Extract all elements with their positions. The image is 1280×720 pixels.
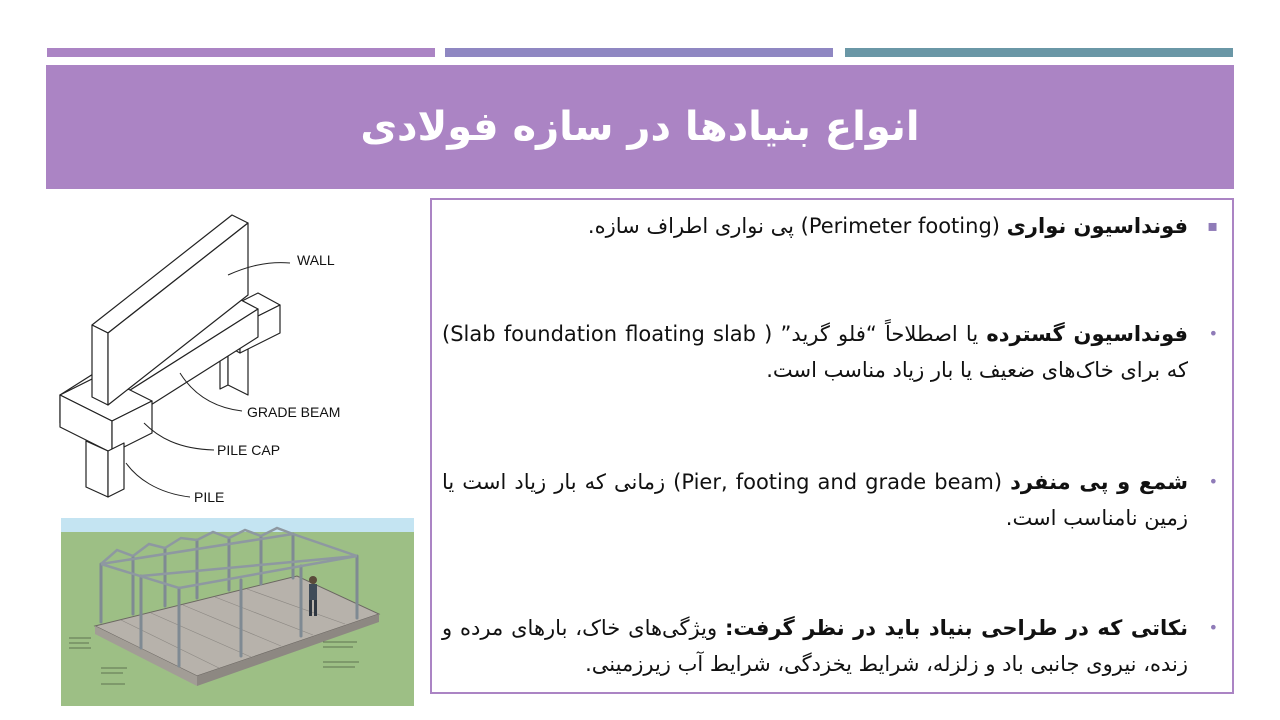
accent-bar-1 xyxy=(47,48,435,57)
bullet-heading: فونداسیون گسترده xyxy=(986,322,1188,346)
title-band xyxy=(46,65,1234,189)
bullet-text: (Pier, footing and grade beam) زمانی که بار زیاد است یا زمین نامناسب است. xyxy=(442,470,1188,530)
bullet-heading: نکاتی که در طراحی بنیاد باید در نظر گرفت: xyxy=(725,616,1189,640)
foundation-diagram xyxy=(52,205,372,515)
label-wall: WALL xyxy=(297,252,335,268)
bullet-marker: • xyxy=(1208,472,1218,491)
bullet-text: ویژگی‌های خاک، بارهای مرده و زنده، نیروی جانبی باد و زلزله، شرایط یخزدگی، شرایط آب زیرزمینی. xyxy=(442,616,1188,676)
steel-frame-image xyxy=(61,518,414,706)
bullet-pier-footing xyxy=(442,464,1218,536)
label-pile-cap: PILE CAP xyxy=(217,442,281,458)
label-pile: PILE xyxy=(194,489,225,505)
accent-bar-3 xyxy=(845,48,1233,57)
label-grade-beam: GRADE BEAM xyxy=(247,404,341,420)
bullet-design-notes xyxy=(442,610,1218,682)
slide-title: انواع بنیادها در سازه فولادی xyxy=(360,104,920,150)
bullet-mat-foundation xyxy=(442,316,1218,388)
bullet-text: یا اصطلاحاً “فلو گرید” ( Slab foundation floating slab) که برای خاک‌های ضعیف یا بار زیاد مناسب است. xyxy=(442,322,1188,382)
bullet-heading: فونداسیون نواری xyxy=(1006,214,1188,238)
bullet-strip-footing xyxy=(442,208,1218,244)
bullet-marker: • xyxy=(1208,324,1218,343)
bullet-marker: • xyxy=(1208,618,1218,637)
content-box xyxy=(430,198,1234,694)
accent-bar-2 xyxy=(445,48,833,57)
bullet-heading: شمع و پی منفرد xyxy=(1010,470,1189,494)
bullet-text: (Perimeter footing) پی نواری اطراف سازه. xyxy=(587,214,1007,238)
bullet-marker: ▪ xyxy=(1207,216,1218,235)
